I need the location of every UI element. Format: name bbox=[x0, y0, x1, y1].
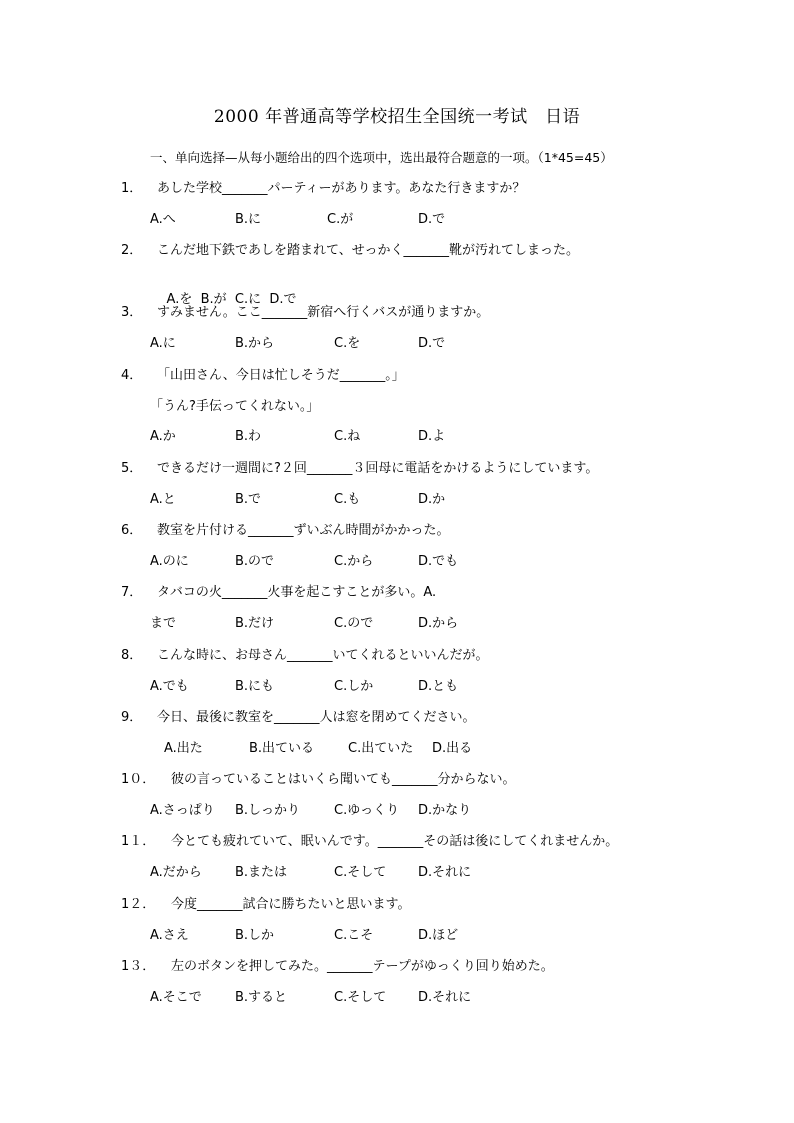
option-c: C.から bbox=[334, 554, 374, 569]
option-b: B.または bbox=[235, 865, 288, 880]
option-a: A.さえ bbox=[150, 928, 189, 943]
question-10 bbox=[121, 771, 516, 789]
question-number: 4． bbox=[121, 368, 143, 383]
question-4 bbox=[121, 367, 405, 385]
question-11 bbox=[121, 833, 618, 851]
option-c: C.しか bbox=[334, 679, 374, 694]
question-text: あした学校_______パーティーがあります。あなた行きますか？ bbox=[157, 181, 526, 196]
question-number: 7． bbox=[121, 585, 143, 600]
question-text: 教室を片付ける_______ずいぶん時間がかかった。 bbox=[157, 523, 450, 538]
option-c: C.ね bbox=[334, 429, 361, 444]
option-a: A.と bbox=[150, 492, 176, 507]
option-c: C.そして bbox=[334, 865, 387, 880]
option-a: A.へ bbox=[150, 212, 176, 227]
question-number: 1． bbox=[121, 181, 143, 196]
option-b: B.すると bbox=[235, 990, 288, 1005]
question-number: 1３． bbox=[121, 959, 156, 974]
question-text: 今日、最後に教室を_______人は窓を閉めてください。 bbox=[157, 710, 476, 725]
option-c: C.ゆっくり bbox=[334, 803, 400, 818]
question-number: 2． bbox=[121, 243, 143, 258]
option-c: C.ので bbox=[334, 616, 374, 631]
question-9 bbox=[121, 709, 476, 727]
option-b: B.で bbox=[235, 492, 262, 507]
question-text: 「山田さん、今日は忙しそうだ_______。」 bbox=[157, 368, 405, 383]
question-text: 彼の言っていることはいくら聞いても_______分からない。 bbox=[171, 772, 516, 787]
options-inline: A.を B.が C.に D.で bbox=[166, 292, 297, 307]
question-text: できるだけ一週間に?２回_______３回母に電話をかけるようにしています。 bbox=[157, 461, 599, 476]
option-d: D.でも bbox=[418, 554, 459, 569]
question-number: 1１． bbox=[121, 834, 156, 849]
option-c: C.こそ bbox=[334, 928, 374, 943]
option-a: A.でも bbox=[150, 679, 189, 694]
option-b: B.わ bbox=[235, 429, 262, 444]
option-d: D.とも bbox=[418, 679, 459, 694]
question-text: こんな時に、お母さん_______いてくれるといいんだが。 bbox=[157, 648, 489, 663]
option-c: C.も bbox=[334, 492, 361, 507]
question-13 bbox=[121, 958, 554, 976]
question-text: 左のボタンを押してみた。_______テープがゆっくり回り始めた。 bbox=[171, 959, 554, 974]
option-b: B.出ている bbox=[249, 741, 315, 756]
option-a: A.さっぱり bbox=[150, 803, 215, 818]
question-3 bbox=[121, 304, 489, 322]
option-b: B.にも bbox=[235, 679, 275, 694]
question-text: すみません。ここ_______新宿へ行くバスが通りますか。 bbox=[157, 305, 490, 320]
question-number: 5． bbox=[121, 461, 143, 476]
question-5 bbox=[121, 460, 598, 478]
question-1 bbox=[121, 180, 525, 198]
option-d: D.よ bbox=[418, 429, 446, 444]
option-b: B.だけ bbox=[235, 616, 275, 631]
option-d: D.それに bbox=[418, 990, 472, 1005]
question-text: 今とても疲れていて、眠いんです。_______その話は後にしてくれませんか。 bbox=[171, 834, 619, 849]
option-d: D.で bbox=[418, 336, 446, 351]
question-text: こんだ地下鉄であしを踏まれて、せっかく_______靴が汚れてしまった。 bbox=[157, 243, 579, 258]
question-number: 1０． bbox=[121, 772, 156, 787]
option-a: A.のに bbox=[150, 554, 189, 569]
option-d: D.かなり bbox=[418, 803, 472, 818]
option-a: A.か bbox=[150, 429, 176, 444]
option-c: C.そして bbox=[334, 990, 387, 1005]
option-d: D.で bbox=[418, 212, 446, 227]
option-d: D.ほど bbox=[418, 928, 459, 943]
question-number: 9． bbox=[121, 710, 143, 725]
option-a-tail: まで bbox=[150, 616, 177, 631]
exam-title: 2000 年普通高等学校招生全国统一考试 日语 bbox=[213, 107, 581, 127]
question-text: タバコの火_______火事を起こすことが多い。A. bbox=[157, 585, 437, 600]
option-a: A.出た bbox=[164, 741, 203, 756]
question-number: 6． bbox=[121, 523, 143, 538]
option-a: A.に bbox=[150, 336, 176, 351]
option-c: C.を bbox=[334, 336, 361, 351]
option-b: B.しか bbox=[235, 928, 275, 943]
option-b: B.に bbox=[235, 212, 262, 227]
option-d: D.か bbox=[418, 492, 446, 507]
option-a: A.だから bbox=[150, 865, 202, 880]
question-8 bbox=[121, 647, 489, 665]
option-c: C.出ていた bbox=[348, 741, 414, 756]
question-2 bbox=[121, 242, 579, 260]
option-b: B.から bbox=[235, 336, 275, 351]
question-number: 8． bbox=[121, 648, 143, 663]
question-number: 1２． bbox=[121, 897, 156, 912]
question-7 bbox=[121, 584, 436, 602]
question-4-reply: 「うん?手伝ってくれない。」 bbox=[150, 399, 320, 414]
option-d: D.から bbox=[418, 616, 459, 631]
option-c: C.が bbox=[327, 212, 354, 227]
section-instructions: 一、单向选择—从每小题给出的四个选项中，选出最符合题意的一项。（1*45=45） bbox=[150, 150, 613, 165]
question-12 bbox=[121, 896, 410, 914]
option-d: D.それに bbox=[418, 865, 472, 880]
option-b: B.しっかり bbox=[235, 803, 301, 818]
question-6 bbox=[121, 522, 450, 540]
option-a: A.そこで bbox=[150, 990, 202, 1005]
option-d: D.出る bbox=[432, 741, 473, 756]
question-text: 今度_______試合に勝ちたいと思います。 bbox=[171, 897, 411, 912]
question-number: 3． bbox=[121, 305, 143, 320]
option-b: B.ので bbox=[235, 554, 275, 569]
